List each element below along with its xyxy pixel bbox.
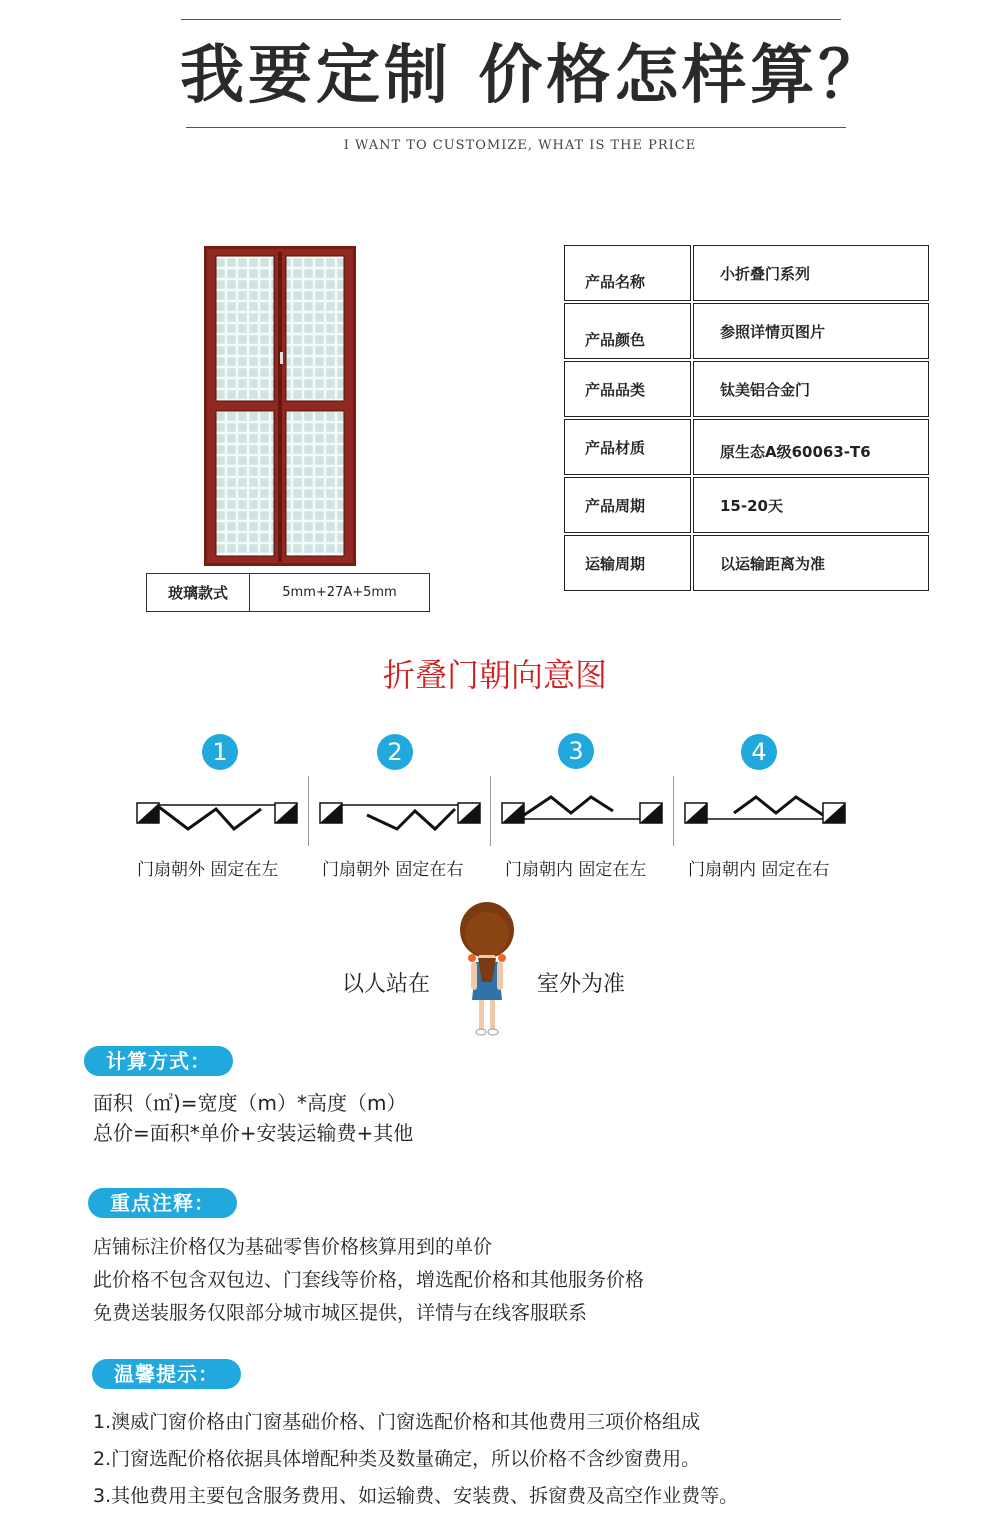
orientation-number: 3 xyxy=(558,733,594,769)
calc-badge: 计算方式： xyxy=(84,1046,233,1076)
glass-style-table xyxy=(146,573,430,612)
spec-value: 钛美铝合金门 xyxy=(693,361,929,417)
spec-row xyxy=(564,245,929,303)
orientation-label: 门扇朝内 固定在左 xyxy=(505,860,647,880)
spec-key: 产品颜色 xyxy=(564,303,691,359)
spec-key: 产品品类 xyxy=(564,361,691,417)
spec-key: 产品周期 xyxy=(564,477,691,533)
spec-row xyxy=(564,303,929,361)
glass-style-value: 5mm+27A+5mm xyxy=(282,585,397,600)
spec-row xyxy=(564,419,929,477)
diagram-separator xyxy=(308,776,309,846)
notes-line: 店铺标注价格仅为基础零售价格核算用到的单价 xyxy=(93,1236,493,1258)
spec-key: 运输周期 xyxy=(564,535,691,591)
spec-value: 小折叠门系列 xyxy=(693,245,929,301)
tips-line: 2.门窗选配价格依据具体增配种类及数量确定，所以价格不含纱窗费用。 xyxy=(93,1448,701,1470)
orientation-label: 门扇朝外 固定在左 xyxy=(137,860,279,880)
orientation-title: 折叠门朝向意图 xyxy=(382,656,607,694)
spec-key: 产品名称 xyxy=(564,245,691,301)
header-top-line xyxy=(181,19,841,20)
door-diagram-outward-right xyxy=(319,795,483,835)
notes-line: 免费送装服务仅限部分城市城区提供，详情与在线客服联系 xyxy=(93,1302,588,1324)
spec-key: 产品材质 xyxy=(564,419,691,475)
door-diagram-inward-left xyxy=(501,795,665,835)
spec-value: 参照详情页图片 xyxy=(693,303,929,359)
spec-row xyxy=(564,361,929,419)
person-caption-left: 以人站在 xyxy=(342,972,431,997)
door-diagram-inward-right xyxy=(684,795,848,835)
spec-value: 以运输距离为准 xyxy=(693,535,929,591)
glass-style-label: 玻璃款式 xyxy=(147,574,250,611)
door-diagram-outward-left xyxy=(136,795,300,835)
spec-value: 15-20天 xyxy=(693,477,929,533)
orientation-label: 门扇朝外 固定在右 xyxy=(322,860,464,880)
calc-line: 总价=面积*单价+安装运输费+其他 xyxy=(93,1121,414,1145)
person-figure-icon xyxy=(452,900,522,1040)
orientation-number: 2 xyxy=(377,734,413,770)
spec-value: 原生态A级60063-T6 xyxy=(693,419,929,475)
spec-table xyxy=(564,245,929,593)
tips-badge: 温馨提示： xyxy=(92,1359,241,1389)
spec-row xyxy=(564,535,929,593)
tips-line: 3.其他费用主要包含服务费用、如运输费、安装费、拆窗费及高空作业费等。 xyxy=(93,1485,739,1507)
diagram-separator xyxy=(673,776,674,846)
orientation-number: 4 xyxy=(741,734,777,770)
header-bottom-line xyxy=(186,127,846,128)
folding-door-image xyxy=(204,246,356,566)
tips-line: 1.澳威门窗价格由门窗基础价格、门窗选配价格和其他费用三项价格组成 xyxy=(93,1411,701,1433)
notes-badge: 重点注释： xyxy=(88,1188,237,1218)
notes-line: 此价格不包含双包边、门套线等价格，增选配价格和其他服务价格 xyxy=(93,1269,645,1291)
page-title: 我要定制 价格怎样算？ xyxy=(180,39,887,113)
calc-line: 面积（㎡)=宽度（m）*高度（m） xyxy=(93,1091,407,1115)
orientation-label: 门扇朝内 固定在右 xyxy=(688,860,830,880)
diagram-separator xyxy=(490,776,491,846)
spec-row xyxy=(564,477,929,535)
person-caption-right: 室外为准 xyxy=(537,972,626,997)
orientation-number: 1 xyxy=(202,734,238,770)
page-subtitle: I WANT TO CUSTOMIZE, WHAT IS THE PRICE xyxy=(343,138,697,153)
